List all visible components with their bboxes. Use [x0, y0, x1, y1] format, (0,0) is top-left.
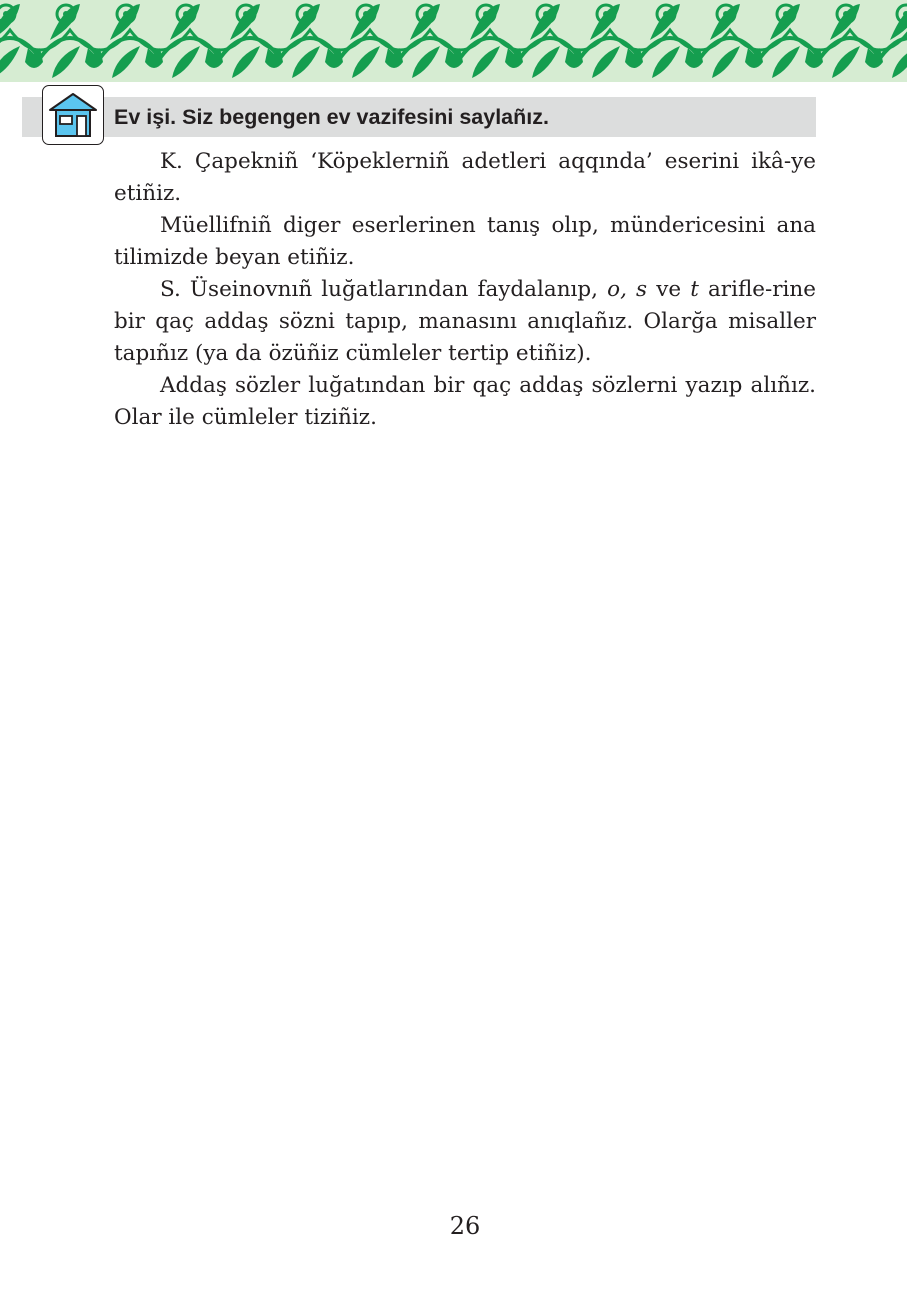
flower-bud-icon — [783, 11, 789, 17]
paragraph — [114, 146, 816, 210]
paragraph-text: t — [690, 277, 699, 302]
leaf-icon — [652, 46, 680, 78]
leaf-icon — [412, 46, 440, 78]
leaf-icon — [0, 46, 20, 78]
paragraph-text: ve — [647, 277, 691, 302]
floral-ornament-icon — [0, 0, 907, 82]
flower-bud-icon — [603, 11, 609, 17]
leaf-icon — [352, 46, 380, 78]
flower-bud-icon — [303, 11, 309, 17]
paragraph-text: Müellifniñ diger eserlerinen tanış olıp, mündericesini ana tilimizde beyan etiñiz. — [114, 213, 816, 270]
paragraph-text: S. Üseinovnıñ luğatlarından faydalanıp, — [160, 277, 608, 302]
flower-bud-icon — [63, 11, 69, 17]
flower-bud-icon — [363, 11, 369, 17]
homework-text — [114, 146, 816, 434]
paragraph-text: K. Çapekniñ ‘Köpeklerniñ adetleri aqqında’ eserini ikâ-ye etiñiz. — [114, 149, 816, 206]
floral-ornament-border — [0, 0, 907, 82]
flower-bud-icon — [183, 11, 189, 17]
flower-bud-icon — [3, 11, 9, 17]
leaf-icon — [592, 46, 620, 78]
leaf-icon — [172, 46, 200, 78]
flower-bud-icon — [843, 11, 849, 17]
flower-bud-icon — [423, 11, 429, 17]
leaf-icon — [112, 46, 140, 78]
leaf-icon — [712, 46, 740, 78]
flower-bud-icon — [243, 11, 249, 17]
flower-bud-icon — [483, 11, 489, 17]
leaf-icon — [772, 46, 800, 78]
house-icon — [47, 91, 99, 139]
paragraph — [114, 210, 816, 274]
leaf-icon — [532, 46, 560, 78]
flower-bud-icon — [543, 11, 549, 17]
paragraph — [114, 370, 816, 434]
page-number: 26 — [449, 1212, 481, 1240]
leaf-icon — [232, 46, 260, 78]
house-icon-frame — [42, 85, 104, 145]
leaf-icon — [292, 46, 320, 78]
paragraph-text: arifle-rine bir qaç addaş sözni tapıp, manasını anıqlañız. Olarğa misaller tapıñız (ya da özüñiz cümleler tertip etiñiz). — [114, 277, 816, 366]
leaf-icon — [832, 46, 860, 78]
flower-bud-icon — [723, 11, 729, 17]
flower-bud-icon — [663, 11, 669, 17]
leaf-icon — [52, 46, 80, 78]
flower-bud-icon — [123, 11, 129, 17]
leaf-icon — [472, 46, 500, 78]
paragraph — [114, 274, 816, 370]
homework-title: Ev işi. Siz begengen ev vazifesini saylañız. — [114, 105, 549, 129]
paragraph-text: Addaş sözler luğatından bir qaç addaş sözlerni yazıp alıñız. Olar ile cümleler tiziñiz. — [114, 373, 816, 430]
leaf-icon — [892, 46, 907, 78]
paragraph-text: o, s — [607, 277, 648, 302]
